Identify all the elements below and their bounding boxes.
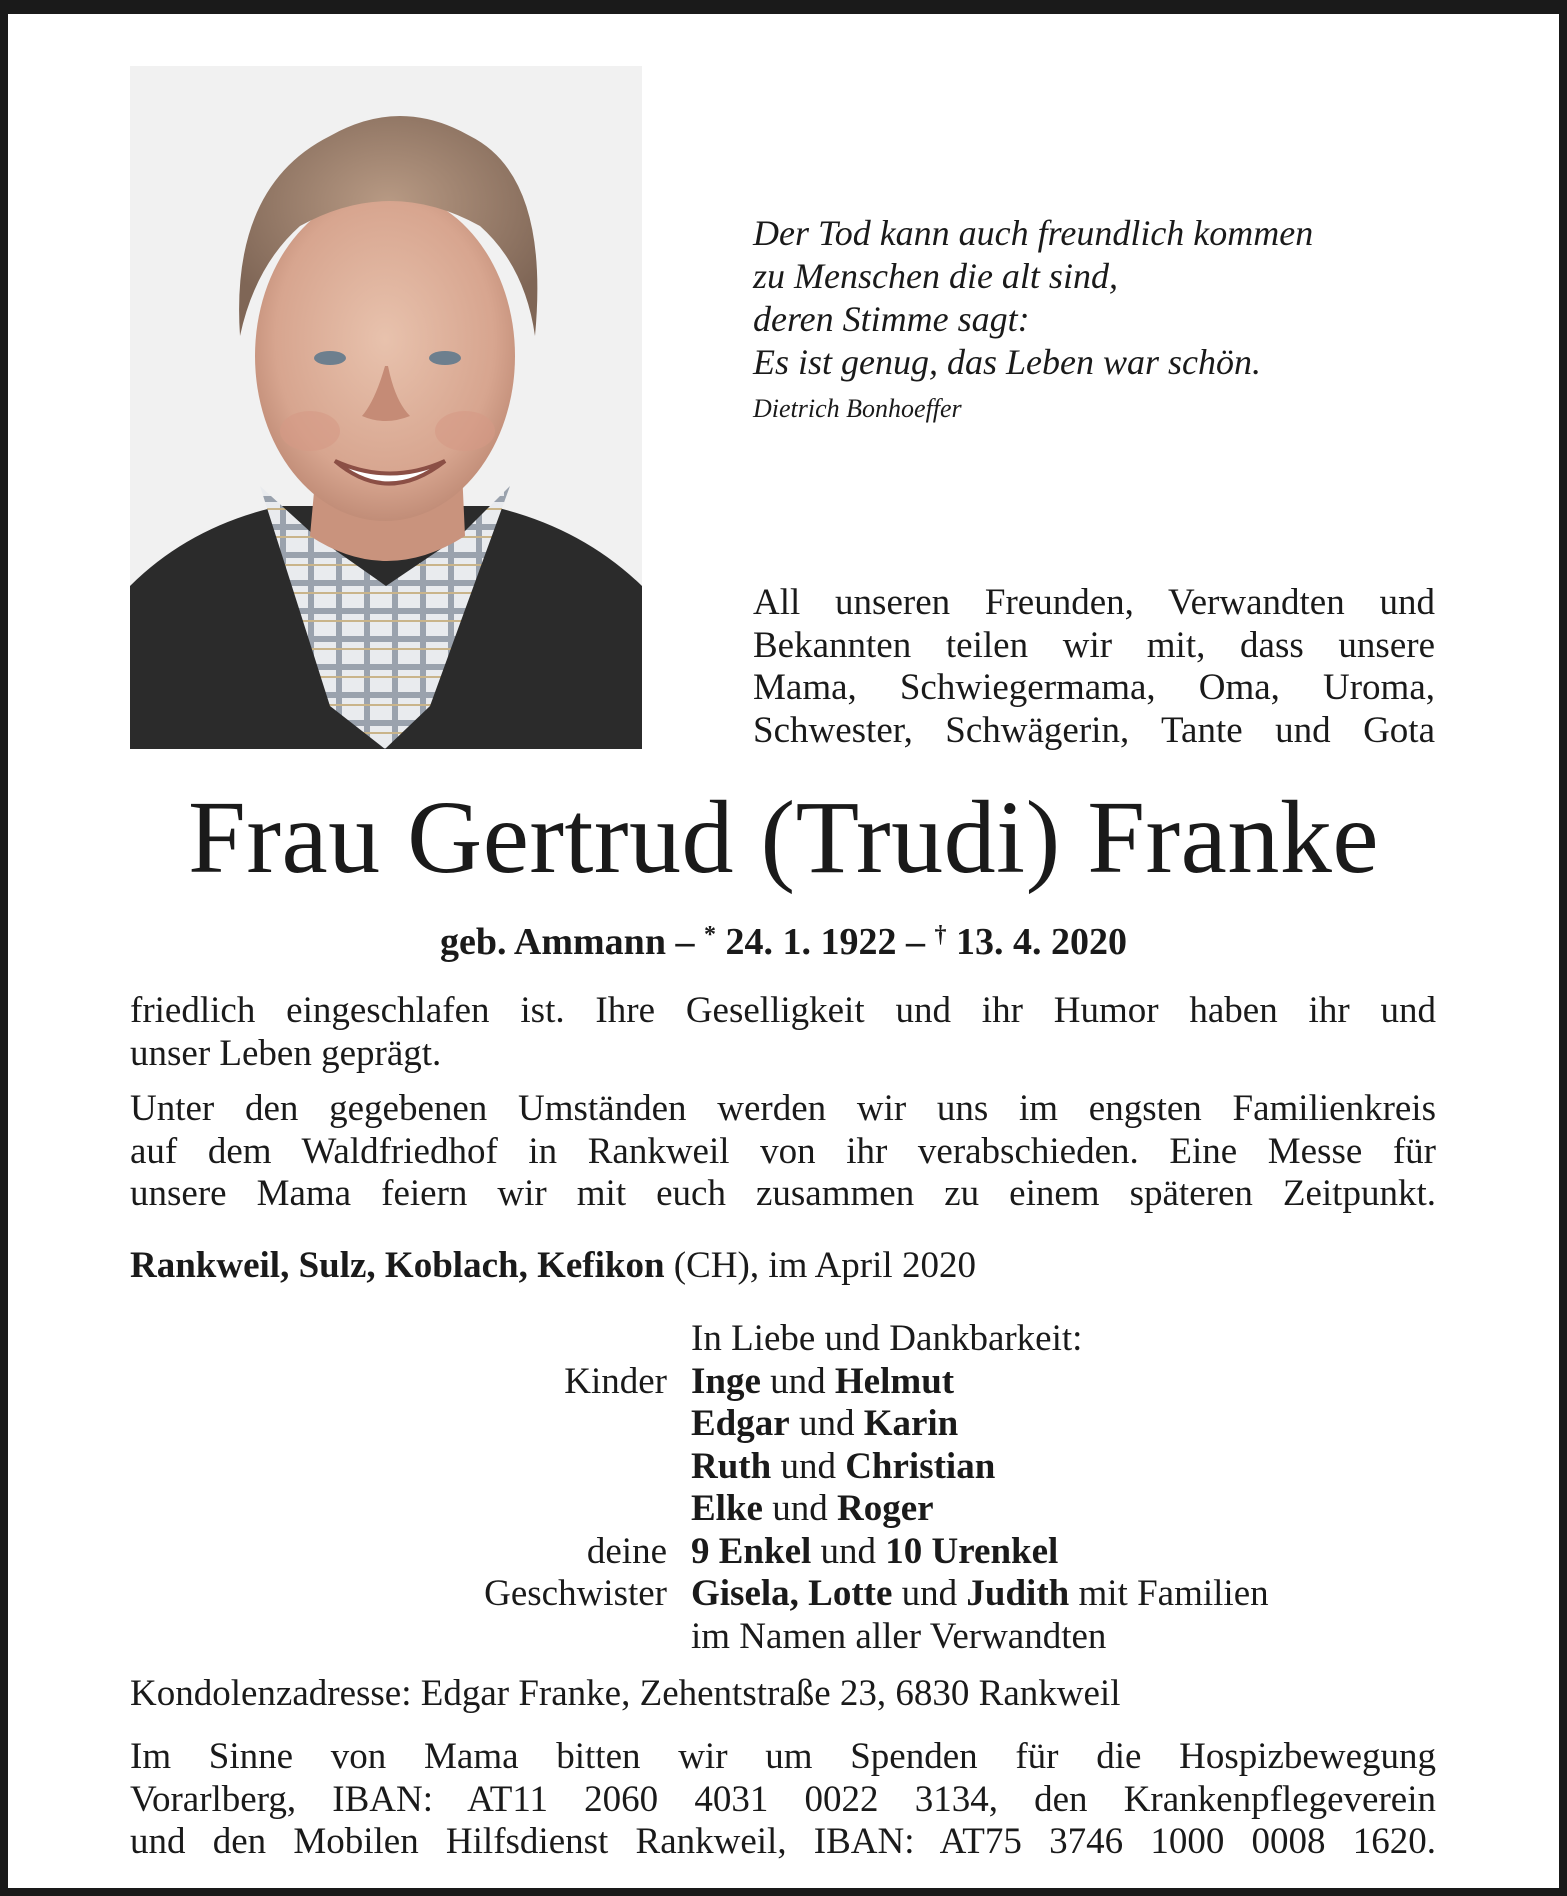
family-row [0,1361,1567,1404]
couple-entry [691,1446,995,1489]
grandchildren-entry [691,1531,1058,1574]
family-row [0,1531,1567,1574]
intro-line: Schwester, Schwägerin, Tante und Gota [753,709,1435,751]
family-heading: In Liebe und Dankbarkeit: [691,1318,1083,1359]
couple-name: Edgar [691,1403,790,1444]
quote-line: deren Stimme sagt: [753,299,1030,339]
great-grandchildren-count: 10 Urenkel [885,1530,1059,1572]
couple-name: Karin [863,1403,959,1444]
maiden-name: geb. Ammann [440,921,666,963]
life-dates [0,910,1567,967]
siblings-rest: mit Familien [1069,1573,1269,1614]
couple-name: Christian [845,1445,996,1487]
couple-and: und [760,1360,835,1402]
portrait-photo [130,66,642,749]
grandchildren-and: und [811,1530,886,1572]
couple-entry [691,1488,934,1531]
deceased-name: Frau Gertrud (Trudi) Franke [187,780,1379,895]
birth-date: 24. 1. 1922 [715,921,897,963]
birth-star-symbol: * [703,922,716,948]
siblings-entry [691,1573,1269,1616]
death-cross-symbol: † [934,922,947,948]
place-towns: Rankweil, Sulz, Koblach, Kefikon [130,1245,665,1286]
family-row [0,1488,1567,1531]
family-row [0,1318,1567,1361]
intro-line: Mama, Schwiegermama, Oma, Uroma, [753,667,1435,708]
sibling-names: Gisela, Lotte [691,1573,893,1614]
donation-line: und den Mobilen Hilfsdienst Rankweil, IBAN: AT75 3746 1000 0008 1620. [130,1821,1436,1862]
couple-name: Helmut [834,1360,955,1402]
siblings-label: Geschwister [484,1573,667,1614]
family-row [0,1446,1567,1489]
couple-name: Elke [691,1488,763,1529]
intro-text [753,582,1435,752]
family-row [0,1403,1567,1446]
quote-line: Es ist genug, das Leben war schön. [753,342,1261,382]
date-separator: – [896,921,935,963]
date-separator: – [665,921,704,963]
donation-line: Vorarlberg, IBAN: AT11 2060 4031 0022 3134, den Krankenpflegeverein [130,1778,1436,1820]
paragraph-line: auf dem Waldfriedhof in Rankweil von ihr verabschieden. Eine Messe für [130,1130,1436,1172]
condolence-address: Kondolenzadresse: Edgar Franke, Zehentstraße 23, 6830 Rankweil [130,1673,1121,1714]
intro-line: All unseren Freunden, Verwandten und [753,582,1435,623]
family-row [0,1616,1567,1659]
family-closing: im Namen aller Verwandten [691,1615,1107,1657]
death-date: 13. 4. 2020 [946,921,1127,963]
paragraph-line: unsere Mama feiern wir mit euch zusammen zu einem späteren Zeitpunkt. [130,1173,1436,1214]
paragraph-passing [130,990,1436,1075]
quote-line: Der Tod kann auch freundlich kommen [753,213,1314,253]
couple-and: und [771,1445,846,1487]
paragraph-funeral [130,1088,1436,1216]
family-row [0,1573,1567,1616]
quote-line: zu Menschen die alt sind, [753,256,1118,296]
donation-request [130,1736,1436,1864]
paragraph-line: unser Leben geprägt. [130,1032,442,1074]
donation-line: Im Sinne von Mama bitten wir um Spenden für die Hospizbewegung [130,1736,1436,1777]
couple-entry [691,1361,954,1404]
couple-and: und [762,1488,837,1529]
paragraph-line: friedlich eingeschlafen ist. Ihre Geselligkeit und ihr Humor haben ihr und [130,990,1436,1031]
family-list [0,1318,1567,1658]
place-and-date [130,1244,976,1288]
couple-name: Roger [836,1488,934,1529]
couple-name: Inge [691,1360,761,1402]
couple-entry [691,1403,958,1446]
intro-line: Bekannten teilen wir mit, dass unsere [753,624,1435,666]
memorial-quote [753,212,1473,426]
kinder-label: Kinder [564,1360,667,1402]
couple-and: und [789,1403,864,1444]
grandchildren-count: 9 Enkel [691,1530,812,1572]
paragraph-line: Unter den gegebenen Umständen werden wir uns im engsten Familienkreis [130,1088,1436,1129]
deine-label: deine [586,1530,667,1572]
siblings-and: und [892,1573,967,1614]
sibling-name: Judith [966,1573,1070,1614]
couple-name: Ruth [691,1445,772,1487]
place-rest: (CH), im April 2020 [664,1245,976,1286]
quote-author: Dietrich Bonhoeffer [753,394,962,423]
